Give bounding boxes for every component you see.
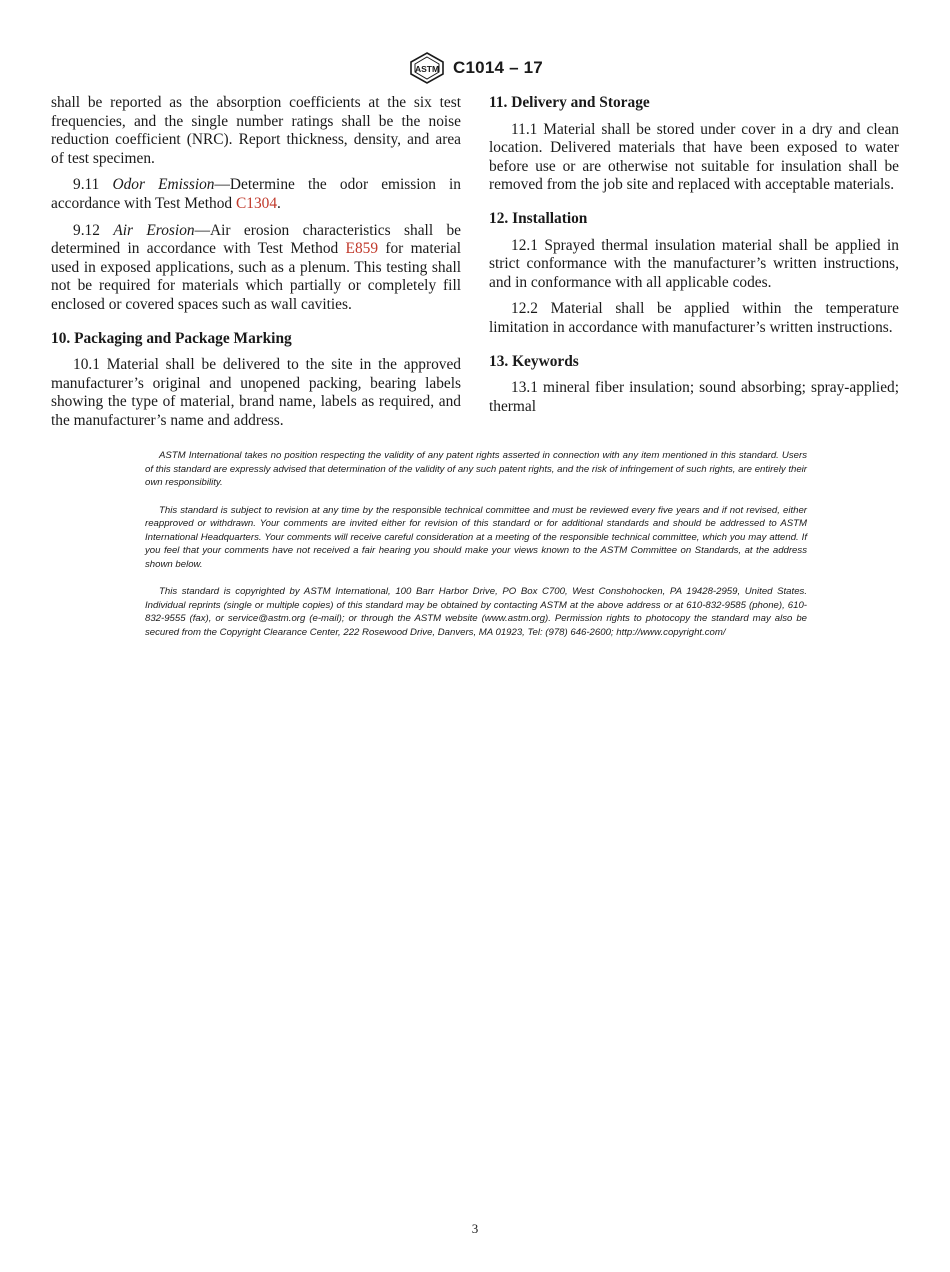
term-odor-emission: Odor Emission: [112, 176, 215, 194]
paragraph-9-10-continued: shall be reported as the absorption coefficients at the six test frequencies, and the single number ratings shall be the noise reduction coefficient (NRC). Report thickness, density, and area of test specimen.: [51, 94, 461, 167]
section-heading-12: 12. Installation: [489, 209, 588, 227]
paragraph-9-12: 9.12 Air Erosion—Air erosion characteristics shall be determined in accordance with Test Method E859 for material used in exposed applications, such as a plenum. This testing shall not be required for materials which partially or completely fill enclosed or covered spaces such as wall cavities.: [51, 221, 462, 313]
link-c1304[interactable]: C1304: [235, 194, 278, 212]
term-air-erosion: Air Erosion: [113, 221, 195, 239]
section-heading-13: 13. Keywords: [489, 352, 579, 370]
astm-logo-icon: [407, 52, 447, 84]
paragraph-11-1: 11.1 Material shall be stored under cover in a dry and clean location. Delivered materials that have been exposed to water before use or are otherwise not suitable for insulation shall be removed from the job site and replaced with acceptable materials.: [489, 120, 899, 194]
standard-designation: C1014 – 17: [453, 58, 543, 77]
section-heading-11: 11. Delivery and Storage: [489, 94, 650, 111]
paragraph-9-11: 9.11 Odor Emission—Determine the odor emission in accordance with Test Method C1304.: [51, 176, 461, 212]
page-header: [0, 52, 950, 84]
section-heading-10: 10. Packaging and Package Marking: [51, 329, 292, 347]
revision-notice: This standard is subject to revision at any time by the responsible technical committee and must be reviewed every five years and if not revised, either reapproved or withdrawn. Your comments are invited either for revision of this standard or for additional standards and should be addressed to ASTM International Headquarters. Your comments will receive careful consideration at a meeting of the responsible technical committee, which you may attend. If you feel that your comments have not received a fair hearing you should make your views known to the ASTM Committee on Standards, at the address shown below.: [145, 504, 807, 570]
link-e859[interactable]: E859: [345, 240, 379, 258]
patent-notice: ASTM International takes no position respecting the validity of any patent rights asserted in connection with any item mentioned in this standard. Users of this standard are expressly advised that determination of the validity of any such patent rights, and the risk of infringement of such rights, are entirely their own responsibility.: [145, 450, 807, 488]
paragraph-12-1: 12.1 Sprayed thermal insulation material shall be applied in strict conformance with the manufacturer’s written instructions, and in conformance with all applicable codes.: [489, 236, 899, 291]
right-column: [489, 94, 899, 424]
legal-notices: [145, 449, 807, 653]
copyright-notice: This standard is copyrighted by ASTM International, 100 Barr Harbor Drive, PO Box C700, West Conshohocken, PA 19428-2959, United States. Individual reprints (single or multiple copies) of this standard may be obtained by contacting ASTM at the above address or at 610-832-9585 (phone), 610-832-9555 (fax), or service@astm.org (e-mail); or through the ASTM website (www.astm.org). Permission rights to photocopy the standard may also be secured from the Copyright Clearance Center, 222 Rosewood Drive, Danvers, MA 01923, Tel: (978) 646-2600; http://www.copyright.com/: [145, 586, 807, 638]
page-number: 3: [471, 1221, 479, 1236]
paragraph-12-2: 12.2 Material shall be applied within the temperature limitation in accordance with manufacturer’s written instructions.: [489, 300, 899, 336]
svg-text:ASTM: ASTM: [415, 64, 440, 74]
paragraph-13-1: 13.1 mineral fiber insulation; sound absorbing; spray-applied; thermal: [489, 379, 899, 415]
paragraph-10-1: 10.1 Material shall be delivered to the site in the approved manufacturer’s original and unopened packing, bearing labels showing the type of material, brand name, labels as required, and the manufacturer’s name and address.: [51, 356, 461, 429]
left-column: [51, 94, 461, 439]
